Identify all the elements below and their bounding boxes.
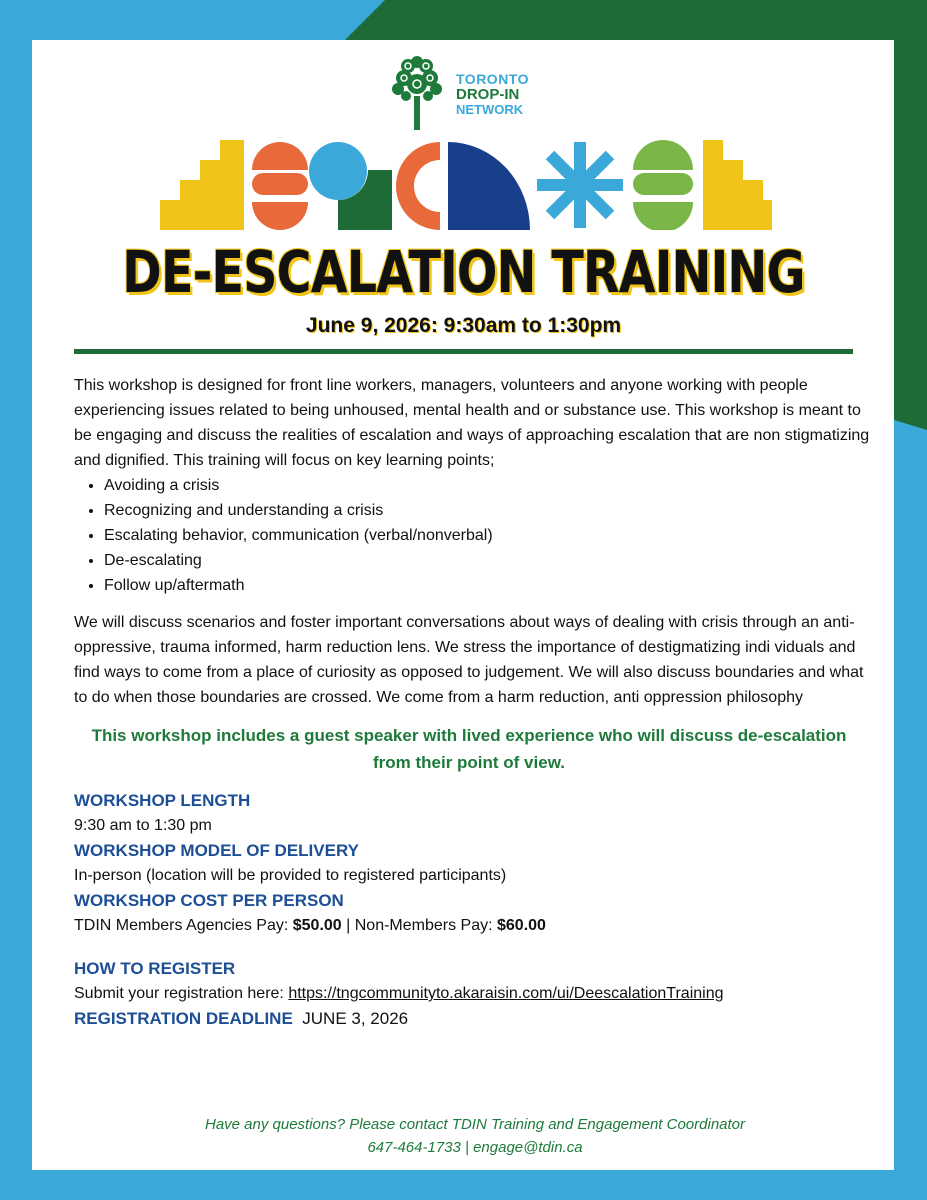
description-paragraph: We will discuss scenarios and foster important conversations about ways of dealing with crisis through an anti-oppressive, trauma informed, harm reduction lens. We stress the importance of destigmatizing indi viduals and find ways to come from a place of curiosity as opposed to judgement. We will also discuss boundaries and what to do when those boundaries are crossed. We come from a harm reduction, anti oppression philosophy xyxy=(74,614,864,706)
list-item: • Recognizing and understanding a crisis xyxy=(104,498,874,523)
orange-stack-icon xyxy=(252,142,308,230)
yellow-steps-left-icon xyxy=(160,140,244,230)
logo-wordmark xyxy=(456,72,529,117)
register-line xyxy=(74,981,874,1006)
workshop-length-value: 9:30 am to 1:30 pm xyxy=(74,817,212,834)
intro-paragraph: This workshop is designed for front line workers, managers, volunteers and anyone working with people experiencing issues related to being unhoused, mental health and or substance use. This workshop is meant to be engaging and discuss the realities of escalation and ways of approaching escalation that are non stigmatizing and dignified. This training will focus on key learning points; xyxy=(74,377,870,469)
logo-line-1: TORONTO xyxy=(456,71,529,87)
non-members-label: Non-Members Pay: xyxy=(354,917,497,934)
yellow-steps-right-icon xyxy=(703,140,772,230)
register-heading: HOW TO REGISTER xyxy=(74,959,236,978)
list-item: • Avoiding a crisis xyxy=(104,473,874,498)
divider xyxy=(74,349,853,354)
cost-value xyxy=(74,913,874,938)
deadline-heading: REGISTRATION DEADLINE xyxy=(74,1009,293,1028)
guest-speaker-note: This workshop includes a guest speaker with lived experience who will discuss de-escalation from their point of view. xyxy=(91,726,847,772)
blue-star-icon xyxy=(537,142,623,228)
cost-heading: WORKSHOP COST PER PERSON xyxy=(74,891,344,910)
delivery-value: In-person (location will be provided to registered participants) xyxy=(74,867,507,884)
footer-line-2: 647-464-1733 | engage@tdin.ca xyxy=(367,1139,583,1156)
decorative-shapes-banner xyxy=(160,140,772,230)
list-item: • Follow up/aftermath xyxy=(104,573,874,598)
learning-points-list xyxy=(74,473,874,598)
cost-separator: | xyxy=(341,917,355,934)
registration-link[interactable]: https://tngcommunityto.akaraisin.com/ui/DeescalationTraining xyxy=(288,985,724,1002)
orange-arc-icon xyxy=(396,142,440,230)
delivery-heading: WORKSHOP MODEL OF DELIVERY xyxy=(74,841,359,860)
members-price: $50.00 xyxy=(292,917,342,934)
logo-line-2: DROP-IN xyxy=(456,86,520,103)
main-content xyxy=(74,373,874,1031)
navy-quarter-icon xyxy=(448,142,530,230)
page-title: DE-ESCALATION TRAINING xyxy=(122,238,805,306)
deadline-value: JUNE 3, 2026 xyxy=(302,1009,409,1028)
footer-line-1: Have any questions? Please contact TDIN Training and Engagement Coordinator xyxy=(204,1116,746,1133)
workshop-length-heading: WORKSHOP LENGTH xyxy=(74,791,251,810)
blue-circle-icon xyxy=(309,142,367,200)
deadline-row xyxy=(74,1006,874,1031)
contact-footer xyxy=(0,1113,927,1159)
register-label: Submit your registration here: xyxy=(74,985,289,1002)
list-item: • De-escalating xyxy=(104,548,874,573)
event-date: June 9, 2026: 9:30am to 1:30pm xyxy=(305,314,622,337)
logo-line-3: NETWORK xyxy=(456,102,524,117)
list-item: • Escalating behavior, communication (verbal/nonverbal) xyxy=(104,523,874,548)
green-stack-icon xyxy=(633,140,693,230)
non-members-price: $60.00 xyxy=(497,917,546,934)
members-label: TDIN Members Agencies Pay: xyxy=(74,917,293,934)
